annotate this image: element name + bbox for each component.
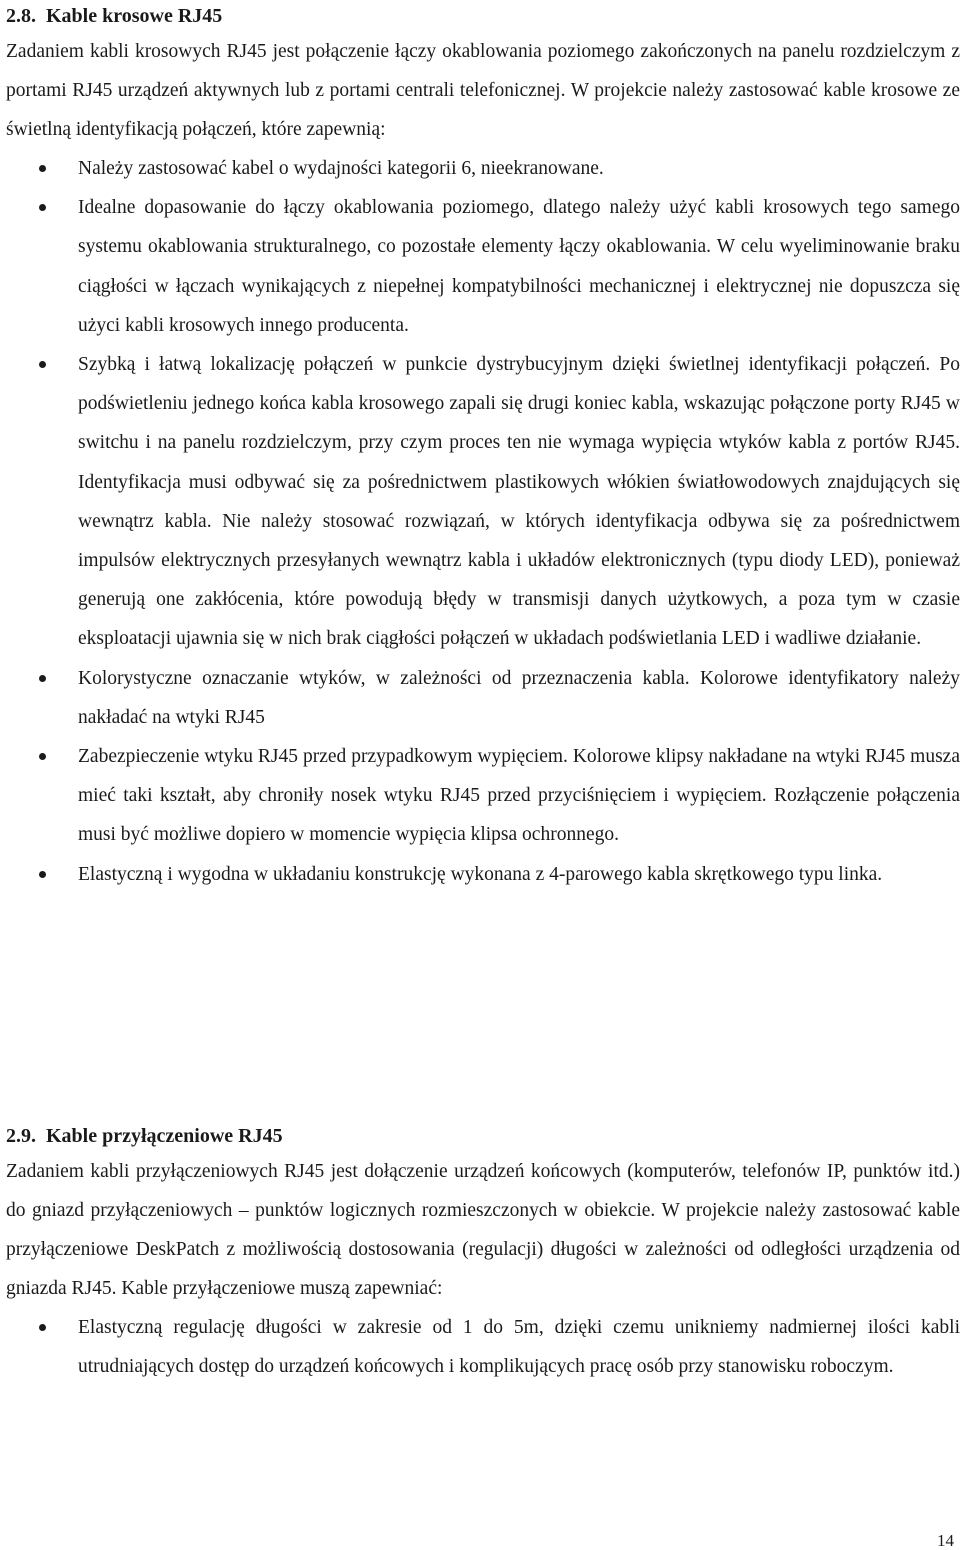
page-number: 14 (937, 1531, 954, 1550)
bullet-text: Elastyczną regulację długości w zakresie od 1 do 5m, dzięki czemu unikniemy nadmiernej ilości kabli utrudniających dostęp do urządzeń końcowych i komplikujących pracę osób przy stanowisku roboczym. (78, 1317, 960, 1378)
bullet-text: Idealne dopasowanie do łączy okablowania poziomego, dlatego należy użyć kabli krosowych tego samego systemu okablowania strukturalnego, co pozostałe elementy łączy okablowania. W celu wyeliminowanie braku ciągłości w łączach wynikających z niepełnej kompatybilności mechanicznej i elektrycznej nie dopuszcza się użyci kabli krosowych innego producenta. (78, 197, 960, 336)
bullet-text: Kolorystyczne oznaczanie wtyków, w zależności od przeznaczenia kabla. Kolorowe identyfikatory należy nakładać na wtyki RJ45 (78, 667, 960, 728)
section-number: 2.8. (6, 5, 36, 27)
bullet-dot-icon (39, 204, 46, 211)
section-title: Kable krosowe RJ45 (46, 5, 223, 27)
bullet-item (6, 149, 960, 188)
bullet-dot-icon (39, 1324, 46, 1331)
bullet-dot-icon (39, 361, 46, 368)
bullet-list-2-9 (6, 1308, 960, 1386)
section-2-9 (6, 1120, 960, 1386)
bullet-item (6, 1308, 960, 1386)
document-page (6, 0, 960, 894)
section-title: Kable przyłączeniowe RJ45 (46, 1125, 283, 1147)
bullet-dot-icon (39, 753, 46, 760)
section-heading-2-8 (6, 0, 960, 32)
bullet-text: Szybką i łatwą lokalizację połączeń w punkcie dystrybucyjnym dzięki świetlnej identyfikacji połączeń. Po podświetleniu jednego końca kabla krosowego zapali się drugi koniec kabla, wskazując połączone porty RJ45 w switchu i na panelu rozdzielczym, przy czym proces ten nie wymaga wypięcia wtyków kabla z portów RJ45. Identyfikacja musi odbywać się za pośrednictwem plastikowych włókien światłowodowych znajdujących się wewnątrz kabla. Nie należy stosować rozwiązań, w których identyfikacja odbywa się za pośrednictwem impulsów elektrycznych przesyłanych wewnątrz kabla i układów elektronicznych (typu diody LED), ponieważ generują one zakłócenia, które powodują błędy w transmisji danych użytkowych, a poza tym w czasie eksploatacji ujawnia się w nich brak ciągłości połączeń w układach podświetlania LED i wadliwe działanie. (78, 354, 960, 650)
section-intro-paragraph: Zadaniem kabli przyłączeniowych RJ45 jest dołączenie urządzeń końcowych (komputerów, telefonów IP, punktów itd.) do gniazd przyłączeniowych – punktów logicznych rozmieszczonych w obiekcie. W projekcie należy zastosować kable przyłączeniowe DeskPatch z możliwością dostosowania (regulacji) długości w zależności od odległości urządzenia od gniazda RJ45. Kable przyłączeniowe muszą zapewniać: (6, 1161, 960, 1299)
bullet-item (6, 855, 960, 894)
bullet-text: Zabezpieczenie wtyku RJ45 przed przypadkowym wypięciem. Kolorowe klipsy nakładane na wtyki RJ45 musza mieć taki kształt, aby chroniły nosek wtyku RJ45 przed przyciśnięciem i wypięciem. Rozłączenie połączenia musi być możliwe dopiero w momencie wypięcia klipsa ochronnego. (78, 746, 960, 846)
bullet-item (6, 188, 960, 345)
bullet-dot-icon (39, 675, 46, 682)
bullet-list-2-8 (6, 149, 960, 894)
bullet-dot-icon (39, 871, 46, 878)
bullet-text: Należy zastosować kabel o wydajności kategorii 6, nieekranowane. (78, 158, 604, 179)
section-intro-paragraph: Zadaniem kabli krosowych RJ45 jest połączenie łączy okablowania poziomego zakończonych na panelu rozdzielczym z portami RJ45 urządzeń aktywnych lub z portami centrali telefonicznej. W projekcie należy zastosować kable krosowe ze świetlną identyfikacją połączeń, które zapewnią: (6, 41, 960, 140)
bullet-item (6, 659, 960, 737)
section-number: 2.9. (6, 1125, 36, 1147)
bullet-text: Elastyczną i wygodna w układaniu konstrukcję wykonana z 4-parowego kabla skrętkowego typu linka. (78, 863, 883, 885)
bullet-item (6, 737, 960, 855)
section-heading-2-9 (6, 1120, 960, 1152)
bullet-dot-icon (39, 165, 46, 172)
bullet-item (6, 345, 960, 659)
